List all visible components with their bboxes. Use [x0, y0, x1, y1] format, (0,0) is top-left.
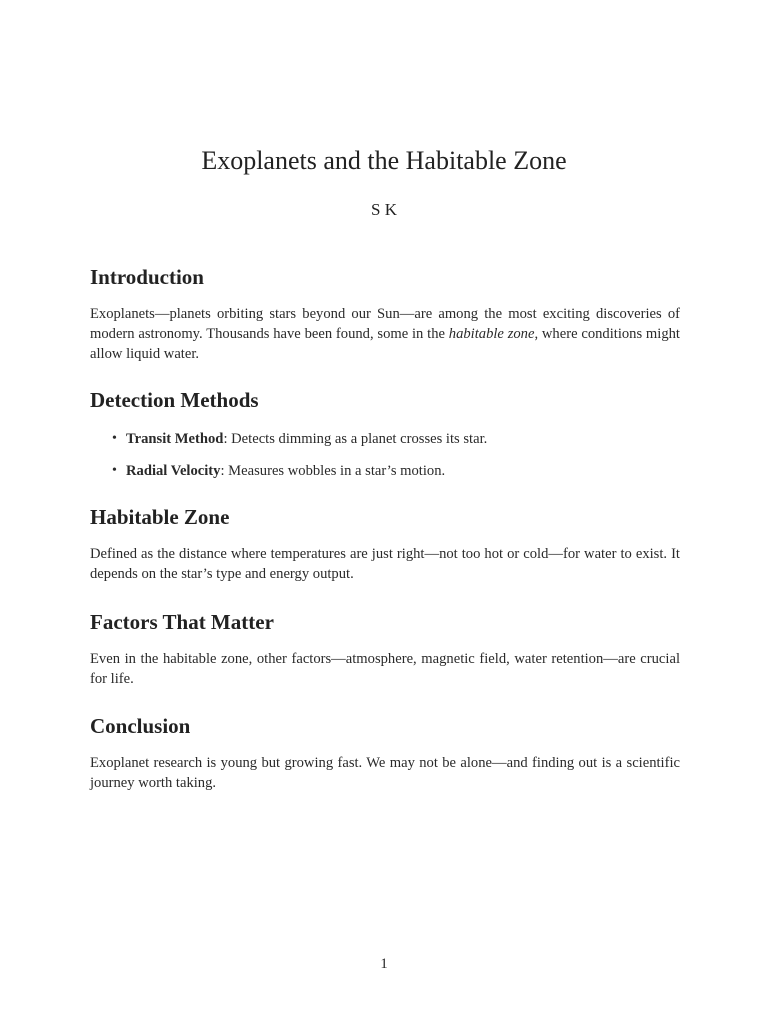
page-number: 1: [380, 956, 388, 972]
section-heading-introduction: Introduction: [90, 265, 204, 289]
list-item-term: Radial Velocity: [126, 463, 221, 479]
section-factors-that-matter: [90, 609, 680, 689]
list-item-description: : Detects dimming as a planet crosses its star.: [223, 431, 488, 447]
section-heading-factors-that-matter: Factors That Matter: [90, 610, 274, 634]
section-habitable-zone: [90, 504, 680, 584]
habitable-zone-paragraph: Defined as the distance where temperatures are just right—not too hot or cold—for water to exist. It depends on the star’s type and energy output.: [90, 546, 680, 582]
bullet-icon: •: [112, 431, 117, 446]
factors-paragraph: Even in the habitable zone, other factors—atmosphere, magnetic field, water retention—are crucial for life.: [90, 651, 680, 687]
list-item: [112, 429, 680, 449]
section-introduction: [90, 264, 680, 364]
list-item-term: Transit Method: [126, 431, 224, 447]
introduction-text-start: Exoplanets—planets orbiting stars beyond our Sun—are among the most exciting discoveries of modern astronomy. Thousands have been found, some in the: [90, 306, 680, 342]
section-heading-habitable-zone: Habitable Zone: [90, 505, 230, 529]
detection-methods-list: [90, 429, 680, 481]
introduction-emphasis: habitable zone: [448, 326, 535, 342]
conclusion-paragraph: Exoplanet research is young but growing fast. We may not be alone—and finding out is a scientific journey worth taking.: [90, 755, 680, 791]
section-heading-detection-methods: Detection Methods: [90, 388, 259, 412]
list-item-description: : Measures wobbles in a star’s motion.: [220, 463, 446, 479]
introduction-paragraph: [90, 304, 680, 364]
page-title: Exoplanets and the Habitable Zone: [201, 146, 567, 175]
section-conclusion: [90, 713, 680, 793]
author-name: S K: [371, 200, 397, 219]
section-detection-methods: [90, 387, 680, 493]
section-heading-conclusion: Conclusion: [90, 714, 191, 738]
introduction-text-end: , where conditions might allow liquid water.: [90, 326, 680, 362]
bullet-icon: •: [112, 463, 117, 478]
list-item: [112, 461, 680, 481]
